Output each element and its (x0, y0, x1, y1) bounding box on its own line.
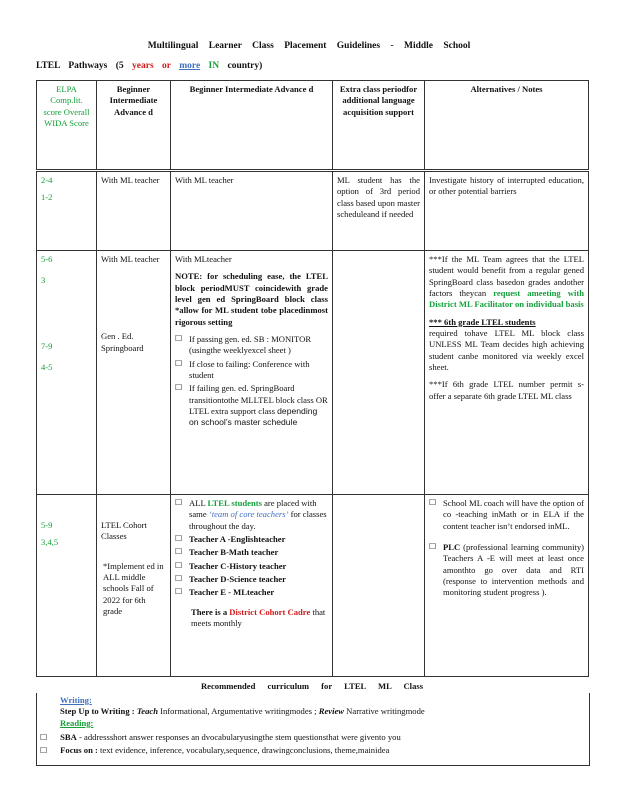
score-value: 5-9 (41, 520, 53, 530)
level-note: *Implement ed in ALL middle schools Fall of 2022 for 6th grade (103, 560, 164, 617)
header-class: Beginner Intermediate Advance d (171, 81, 333, 171)
score-value: 4-5 (41, 362, 53, 373)
score-value: 3,4,5 (41, 537, 59, 548)
checkbox-icon: ☐ (175, 574, 183, 584)
placement-table (36, 80, 589, 677)
list-item: ☐ If passing gen. ed. SB : MONITOR (usingthe weeklyexcel sheet ) (175, 334, 312, 356)
score-value: 1-2 (41, 192, 53, 203)
subtitle-more: more (179, 61, 201, 71)
list-item: ☐ If close to failing: Conference with student (175, 358, 310, 381)
list-item: ☐ SBA - addressshort answer responses an dvocabularyusingthe stem questionsthat were givento you (40, 732, 401, 742)
level-text: With ML teacher (101, 254, 160, 264)
checkbox-icon: ☐ (175, 534, 183, 544)
reading-label: Reading: (60, 718, 94, 728)
checkbox-icon: ☐ (429, 542, 437, 552)
subtitle-suffix: country) (227, 61, 263, 71)
note-text: ***If 6th grade LTEL number permit s- offer a separate 6th grade LTEL ML class (429, 379, 584, 401)
subtitle-in: IN (208, 61, 220, 71)
support-cell: ML student has the option of 3rd period class based upon master scheduleand if needed (333, 171, 425, 251)
checkbox-icon: ☐ (175, 587, 183, 597)
level-cell (97, 495, 171, 677)
checkbox-icon: ☐ (175, 498, 183, 507)
class-intro: With MLteacher (175, 254, 232, 264)
checkbox-icon: ☐ (175, 334, 183, 344)
header-level: Beginner Intermediate Advance d (97, 81, 171, 171)
list-item: ☐ ALL LTEL students are placed with same ‘team of core teachers’ for classes throughout the day. (175, 498, 327, 531)
score-cell (37, 171, 97, 251)
writing-label: Writing: (60, 695, 92, 705)
checkbox-icon: ☐ (175, 383, 183, 393)
notes-cell (425, 495, 589, 677)
checkbox-icon: ☐ (175, 358, 183, 368)
note-text: ***If the ML Team agrees that the LTEL student would benefit from a regular gened SpringBoard class basedon grades andother factors theycan request ameeting with District ML Facilitator on individual basis (429, 254, 584, 310)
class-cell: With ML teacher (171, 171, 333, 251)
list-item: ☐ Teacher B-Math teacher (175, 547, 279, 558)
score-value: 2-4 (41, 175, 53, 185)
checkbox-icon: ☐ (40, 746, 48, 755)
score-cell (37, 495, 97, 677)
level-text: Gen . Ed. Springboard (101, 331, 144, 353)
list-item: ☐ Teacher E - MLteacher (175, 587, 275, 598)
checkbox-icon: ☐ (429, 498, 437, 507)
score-value: 3 (41, 275, 46, 286)
score-cell (37, 251, 97, 495)
table-row (37, 171, 589, 251)
page-title: Multilingual Learner Class Placement Guidelines - Middle School (147, 41, 471, 51)
writing-line: Step Up to Writing : Teach Informational, Argumentative writingmodes ; Review Narrative writingmode (60, 706, 425, 716)
list-item: ☐ Teacher C-History teacher (175, 560, 287, 571)
level-cell (97, 251, 171, 495)
score-value: 5-6 (41, 254, 53, 264)
subtitle-prefix: LTEL Pathways (5 (36, 61, 124, 71)
header-support: Extra class periodfor additional language acquisition support (333, 81, 425, 171)
subtitle-years: years or (132, 61, 171, 71)
list-item: ☐ School ML coach will have the option of co -teaching inMath or in ELA if the content teacher isn’t endorsed inML. (429, 498, 584, 531)
list-item: ☐ If failing gen. ed. SpringBoard transitiontothe MLLTEL block class OR LTEL extra support class depending on school’s master schedule (175, 383, 328, 428)
score-value: 7-9 (41, 340, 53, 351)
list-item: ☐ PLC (professional learning community) Teachers A -E will meet at least once amonthto go over data and RTI (response to intervention methods and monitoring student progress ). (429, 542, 585, 598)
note-text: required tohave LTEL ML block class UNLESS ML Team decides high achieving student canbe monitored via weekly excel sheet. (429, 328, 584, 373)
notes-cell: Investigate history of interrupted education, or other potential barriers (425, 171, 589, 251)
subtitle (36, 60, 262, 73)
class-cell (171, 251, 333, 495)
note-heading: *** 6th grade LTEL students (429, 316, 536, 327)
table-header-row (37, 81, 589, 171)
support-cell (333, 495, 425, 677)
list-item: ☐ Teacher D-Science teacher (175, 574, 286, 585)
scheduling-note: NOTE: for scheduling ease, the LTEL block periodMUST coincidewith grade level gen ed SpringBoard block class *allow for ML student tobe placedinmost rigorous setting (175, 271, 328, 327)
level-cell: With ML teacher (97, 171, 171, 251)
checkbox-icon: ☐ (175, 560, 183, 570)
list-item: ☐ Focus on : text evidence, inference, vocabulary,sequence, drawingconclusions, theme,mainidea (40, 745, 390, 755)
table-row (37, 251, 589, 495)
class-cell (171, 495, 333, 677)
cadre-note: There is a District Cohort Cadre that meets monthly (191, 606, 326, 629)
header-score: ELPA Comp.lit. score Overall WIDA Score (37, 81, 97, 171)
support-cell (333, 251, 425, 495)
checkbox-icon: ☐ (40, 733, 48, 742)
notes-cell (425, 251, 589, 495)
header-notes: Alternatives / Notes (425, 81, 589, 171)
level-text: LTEL Cohort Classes (101, 520, 147, 542)
curriculum-title: Recommended curriculum for LTEL ML Class (200, 681, 424, 691)
list-item: ☐ Teacher A -Englishteacher (175, 534, 286, 545)
checkbox-icon: ☐ (175, 547, 183, 557)
table-row (37, 495, 589, 677)
